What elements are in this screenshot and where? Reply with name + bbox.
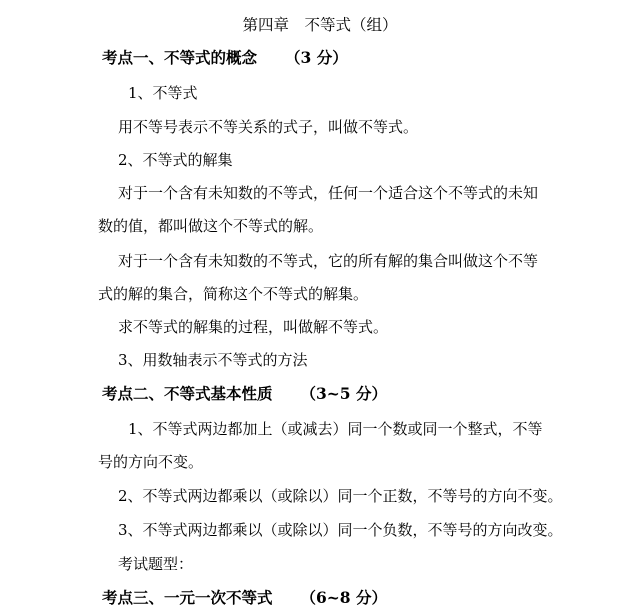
section1-item2-para1-line1: 对于一个含有未知数的不等式，任何一个适合这个不等式的未知: [118, 184, 539, 202]
section3-heading: [102, 588, 387, 608]
section3-heading-text: 考点三、一元一次不等式: [102, 588, 273, 607]
section1-item3-title: 3、用数轴表示不等式的方法: [118, 351, 308, 369]
section1-score: （3 分）: [285, 48, 348, 67]
section1-item2-para2-line1: 对于一个含有未知数的不等式，它的所有解的集合叫做这个不等: [118, 252, 539, 270]
section2-heading: [102, 384, 387, 404]
section2-score: （3~5 分）: [300, 384, 387, 403]
section2-heading-text: 考点二、不等式基本性质: [102, 384, 273, 403]
section2-exam-types: 考试题型：: [118, 555, 194, 573]
section1-item2-para3: 求不等式的解集的过程，叫做解不等式。: [118, 318, 389, 336]
section2-prop1-line2: 号的方向不变。: [98, 453, 204, 471]
section1-item1-title: 1、不等式: [128, 84, 198, 102]
section1-item2-para2-line2: 式的解的集合，简称这个不等式的解集。: [98, 285, 369, 303]
section1-item2-title: 2、不等式的解集: [118, 151, 233, 169]
section3-score: （6~8 分）: [300, 588, 387, 607]
section2-prop3: 3、不等式两边都乘以（或除以）同一个负数，不等号的方向改变。: [118, 521, 563, 539]
chapter-title: 第四章 不等式（组）: [242, 16, 398, 34]
section1-heading-text: 考点一、不等式的概念: [102, 48, 258, 67]
section1-item2-para1-line2: 数的值，都叫做这个不等式的解。: [98, 217, 324, 235]
section2-prop1-line1: 1、不等式两边都加上（或减去）同一个数或同一个整式，不等: [128, 420, 543, 438]
section2-prop2: 2、不等式两边都乘以（或除以）同一个正数，不等号的方向不变。: [118, 487, 563, 505]
section1-heading: [102, 48, 348, 68]
section1-item1-text: 用不等号表示不等关系的式子，叫做不等式。: [118, 118, 419, 136]
